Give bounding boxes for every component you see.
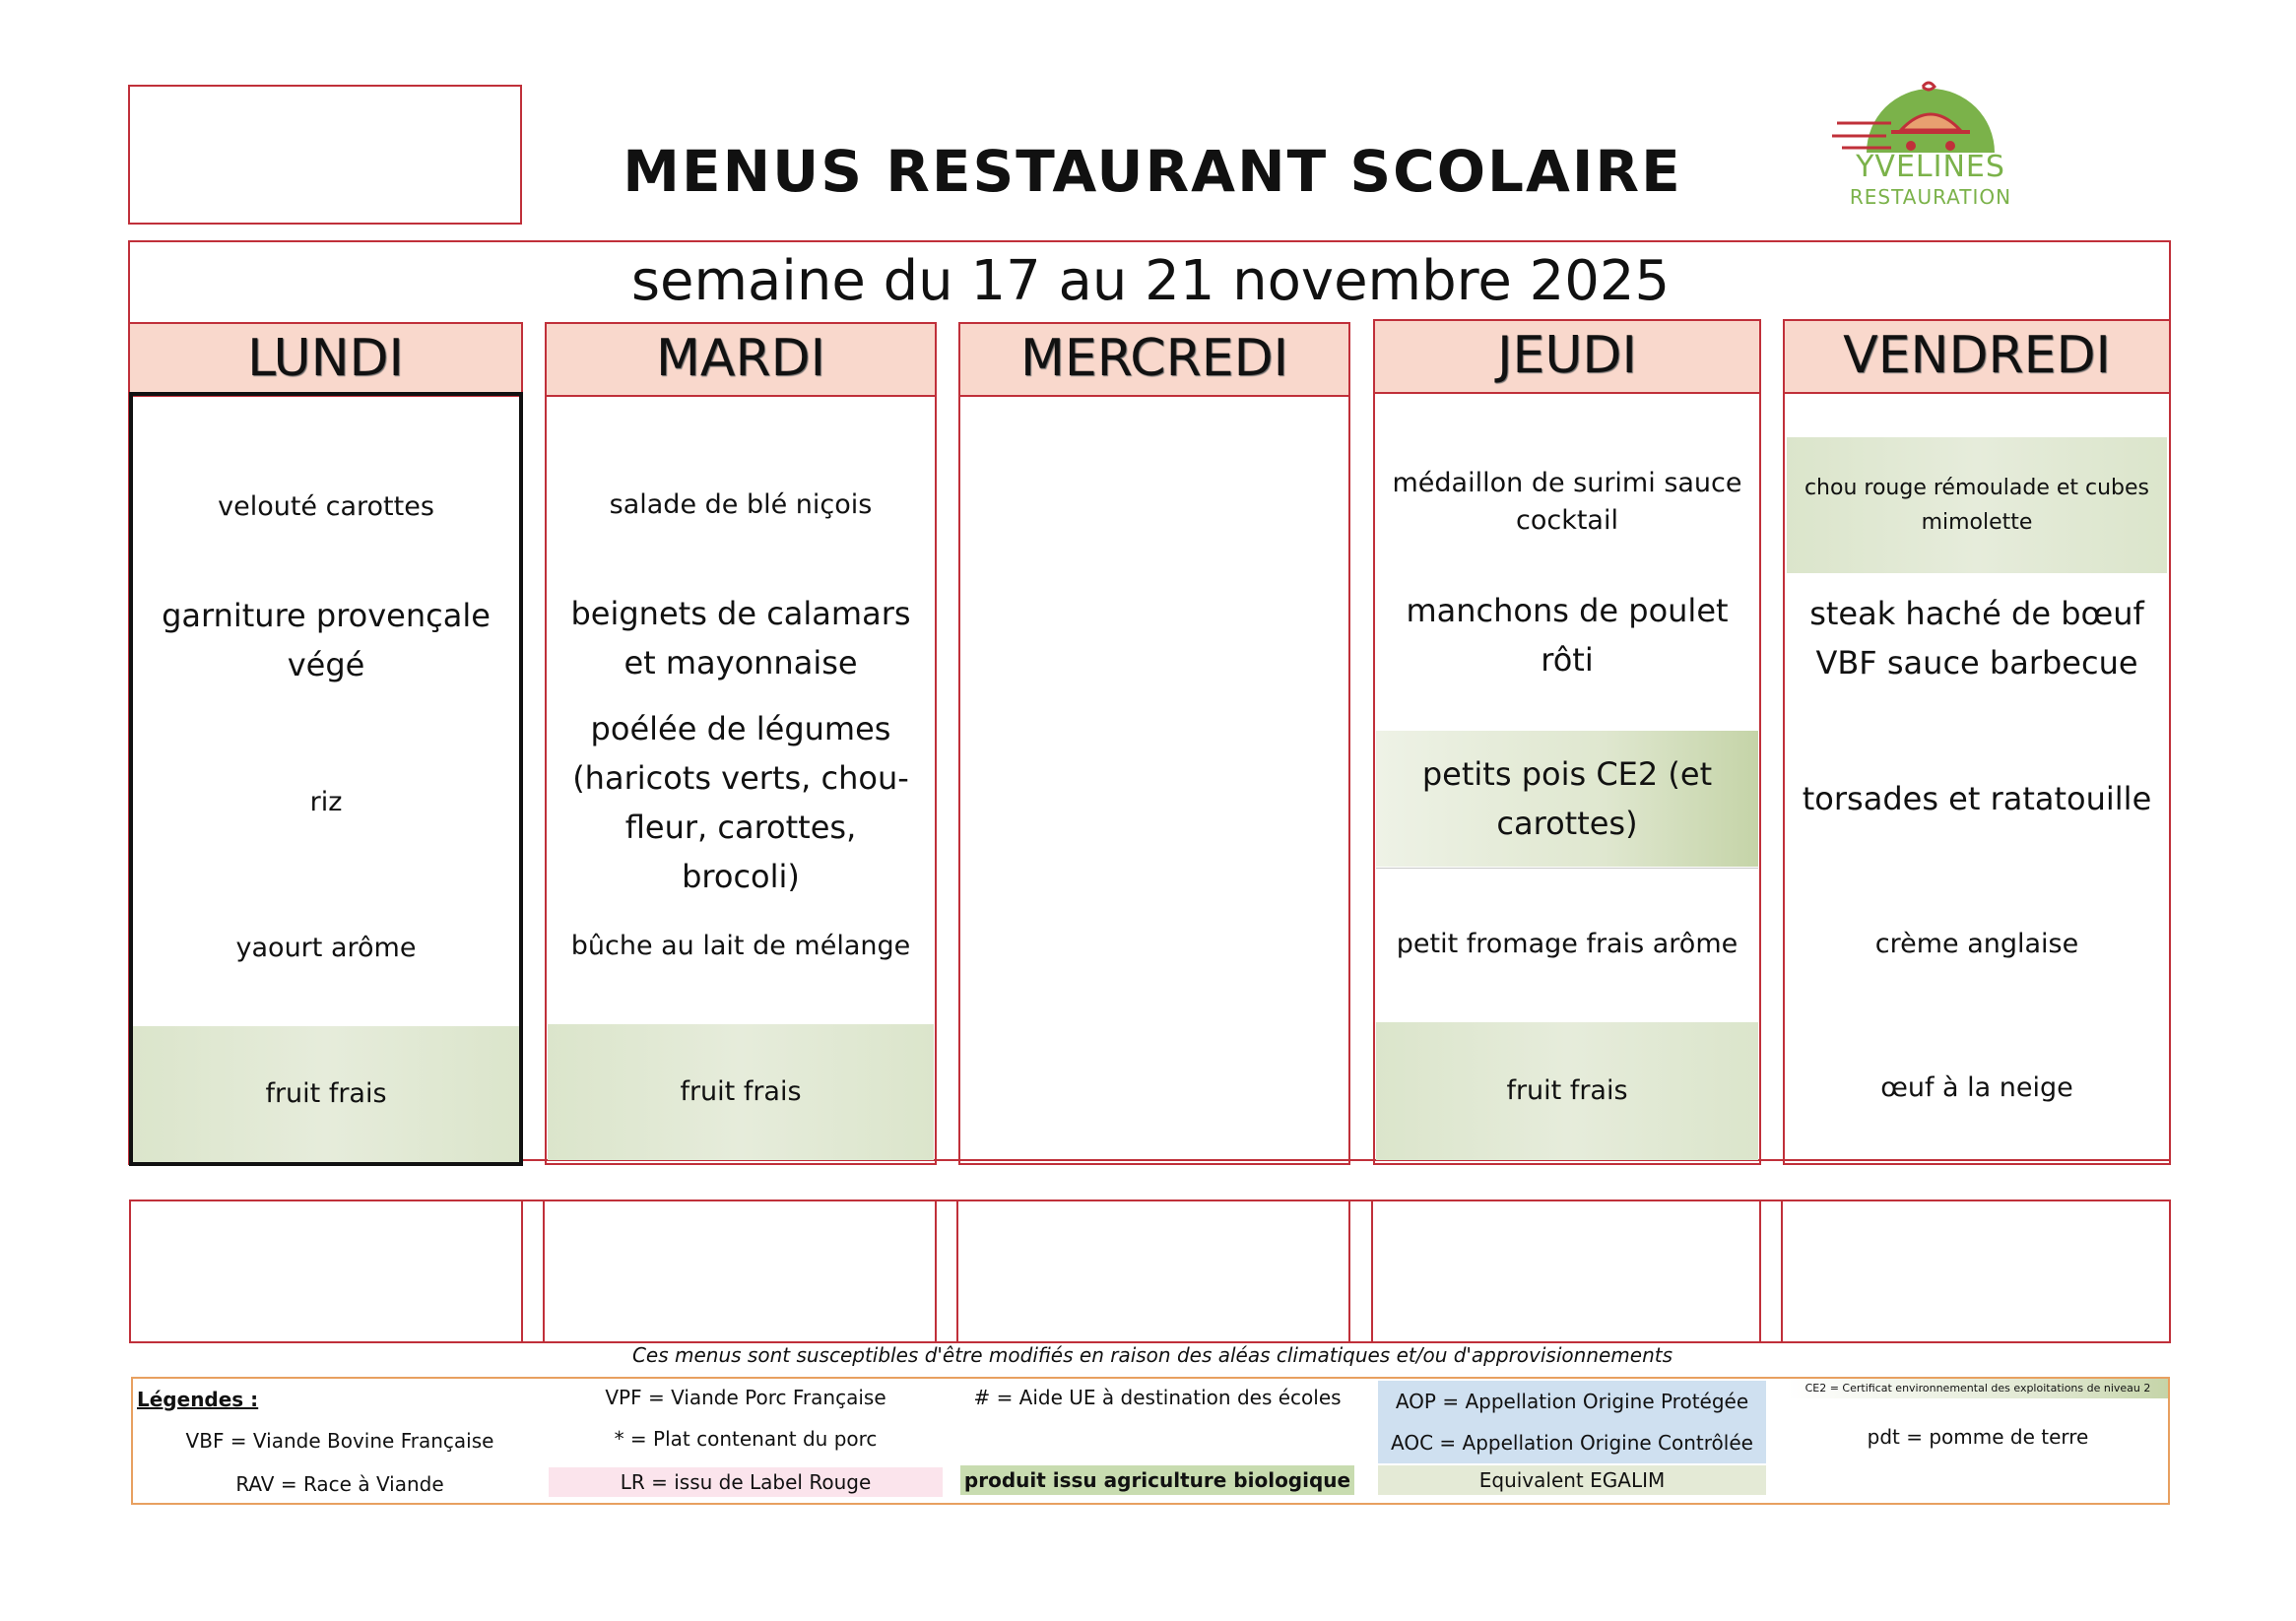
legend-title: Légendes :: [137, 1388, 259, 1411]
menu-item-lundi-accompagnement: riz: [309, 787, 343, 817]
menu-item-vendredi-dessert: œuf à la neige: [1880, 1072, 2073, 1103]
legend-vbf: VBF = Viande Bovine Française: [185, 1429, 494, 1453]
legend-egalim: Equivalent EGALIM: [1378, 1465, 1766, 1495]
legend-ue: # = Aide UE à destination des écoles: [973, 1386, 1342, 1409]
day-header-mercredi: MERCREDI: [960, 324, 1348, 397]
menu-item-jeudi-accompagnement: petits pois CE2 (et carottes): [1376, 731, 1758, 867]
week-label: semaine du 17 au 21 novembre 2025: [630, 249, 1671, 313]
menu-item-vendredi-accompagnement: torsades et ratatouille: [1802, 780, 2152, 817]
legend-porc: * = Plat contenant du porc: [614, 1427, 878, 1451]
legend-aop: AOP = Appellation Origine Protégée: [1378, 1381, 1766, 1422]
legend-rav: RAV = Race à Viande: [235, 1472, 444, 1496]
menu-item-lundi-laitage: yaourt arôme: [235, 933, 417, 963]
bottom-row-divider: [935, 1200, 958, 1343]
legend-lr: LR = issu de Label Rouge: [549, 1467, 943, 1497]
legend-vpf: VPF = Viande Porc Française: [605, 1386, 886, 1409]
jeudi-divider: [1376, 868, 1758, 869]
day-header-lundi: LUNDI: [130, 324, 521, 397]
menu-item-jeudi-laitage: petit fromage frais arôme: [1396, 929, 1738, 959]
menu-item-vendredi-plat: steak haché de bœuf VBF sauce barbecue: [1809, 595, 2144, 681]
menu-item-mardi-dessert: fruit frais: [548, 1024, 934, 1160]
menu-item-jeudi-dessert: fruit frais: [1376, 1022, 1758, 1160]
bottom-row-frame: [129, 1200, 2171, 1343]
day-header-vendredi: VENDREDI: [1785, 321, 2169, 394]
menu-item-mardi-accompagnement: poélée de légumes (haricots verts, chou-fleur, carottes, brocoli): [572, 710, 909, 895]
menu-item-vendredi-entree: chou rouge rémoulade et cubes mimolette: [1787, 437, 2167, 573]
footer-note: Ces menus sont susceptibles d'être modifiés en raison des aléas climatiques et/ou d'approvisionnements: [631, 1343, 1673, 1367]
logo-text-restauration: RESTAURATION: [1849, 185, 2012, 209]
legend-box: [131, 1377, 2170, 1505]
bottom-row-divider: [1759, 1200, 1783, 1343]
day-column-mercredi: [958, 322, 1350, 1165]
bottom-row-divider: [1348, 1200, 1373, 1343]
menu-item-lundi-entree: velouté carottes: [218, 491, 434, 522]
top-left-box: [128, 85, 522, 225]
menu-item-jeudi-plat: manchons de poulet rôti: [1406, 592, 1729, 679]
menu-item-mardi-entree: salade de blé niçois: [609, 489, 873, 520]
menu-item-mardi-laitage: bûche au lait de mélange: [570, 931, 911, 961]
legend-bio: produit issu agriculture biologique: [960, 1465, 1354, 1495]
menu-item-jeudi-entree: médaillon de surimi sauce cocktail: [1392, 468, 1742, 536]
legend-aoc: AOC = Appellation Origine Contrôlée: [1378, 1422, 1766, 1463]
day-header-mardi: MARDI: [547, 324, 935, 397]
logo-text-yvelines: YVELINES: [1856, 150, 2005, 184]
bottom-row-divider: [521, 1200, 545, 1343]
day-header-jeudi: JEUDI: [1375, 321, 1759, 394]
legend-pdt: pdt = pomme de terre: [1867, 1425, 2089, 1449]
menu-item-lundi-dessert: fruit frais: [133, 1026, 519, 1162]
menu-item-vendredi-laitage: crème anglaise: [1874, 929, 2079, 959]
menu-item-lundi-plat: garniture provençale végé: [162, 597, 491, 683]
legend-ce2: CE2 = Certificat environnemental des exploitations de niveau 2: [1788, 1379, 2168, 1398]
page-title: MENUS RESTAURANT SCOLAIRE: [623, 138, 1682, 205]
menu-item-mardi-plat: beignets de calamars et mayonnaise: [570, 595, 911, 681]
